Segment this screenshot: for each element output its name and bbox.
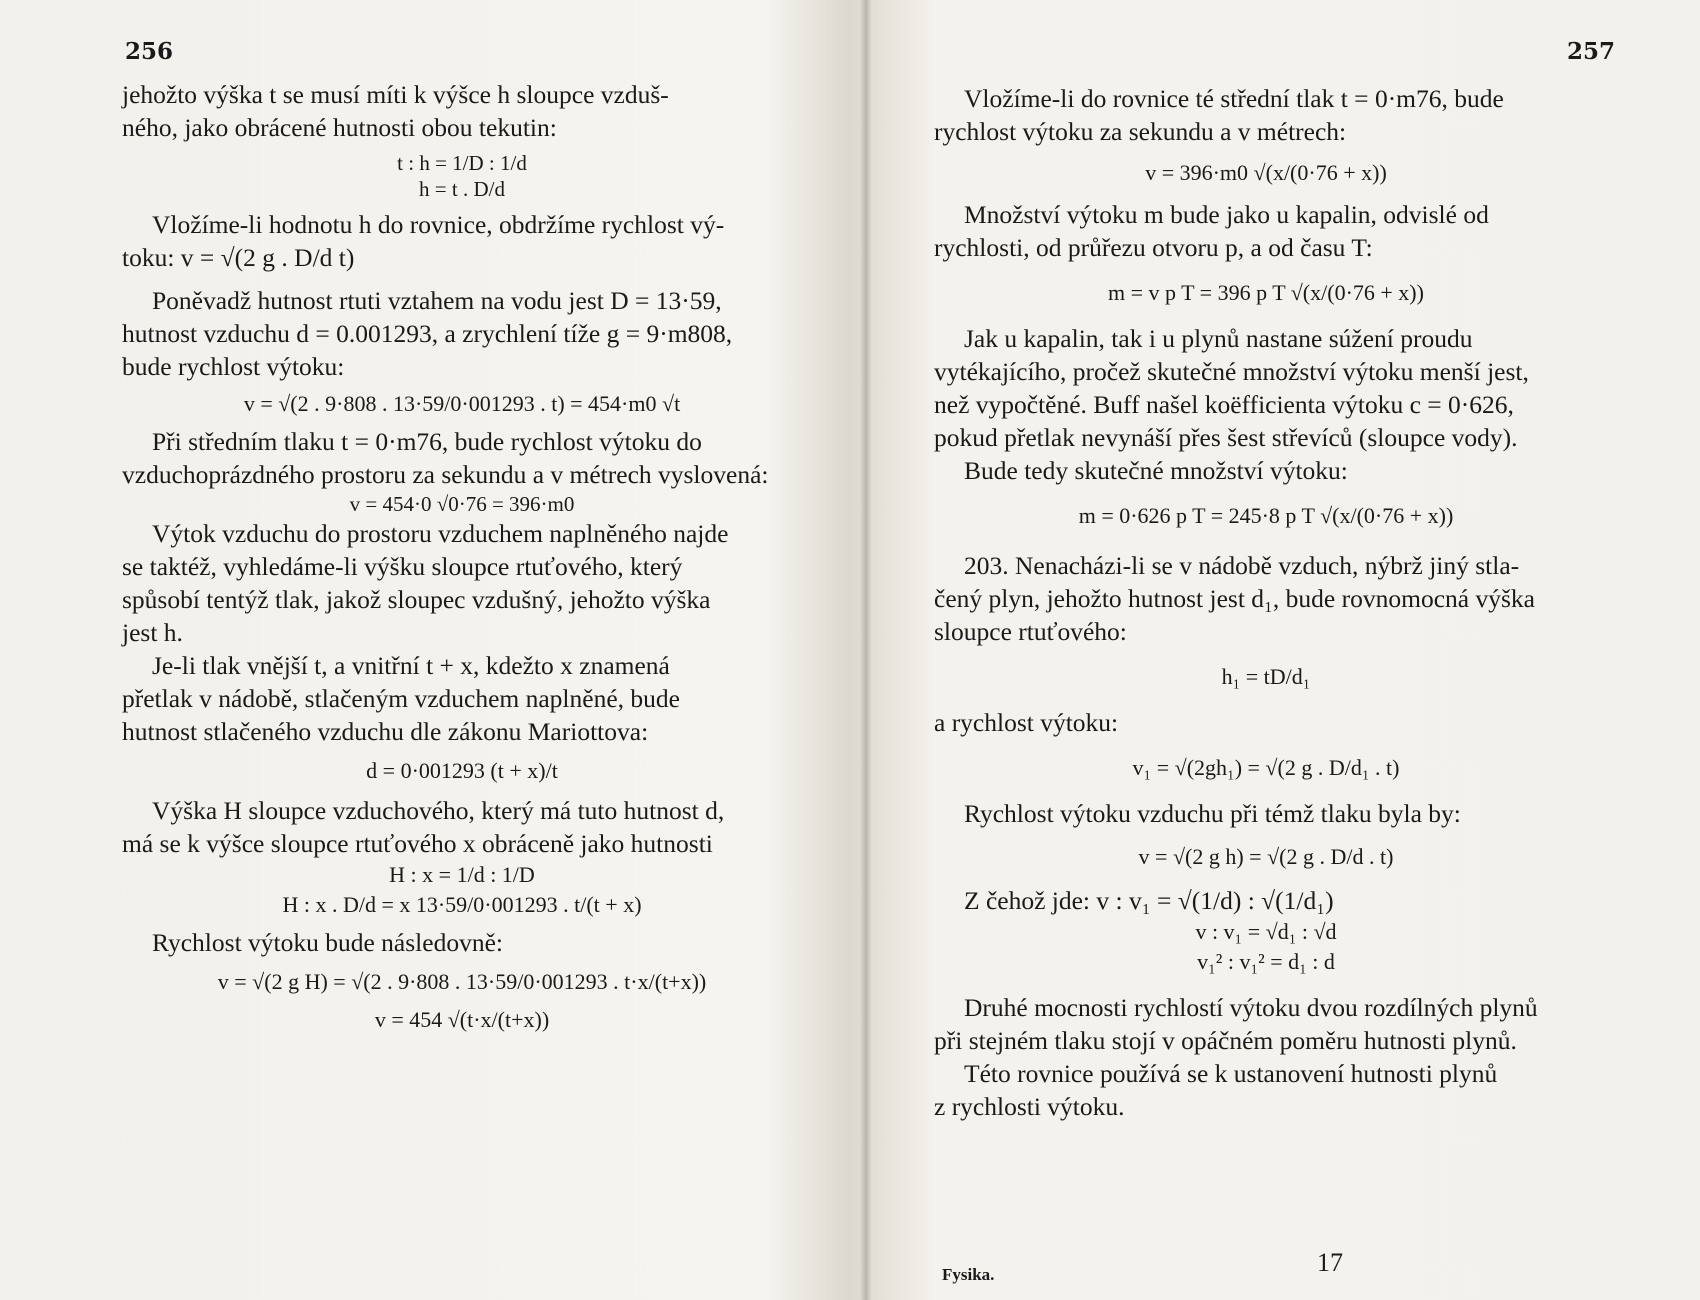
text-line: Vložíme-li hodnotu h do rovnice, obdržíme rychlost vý- (152, 210, 725, 239)
equation: v₁² : v₁² = d₁ : d (1197, 949, 1335, 974)
footer-signature: Fysika. (942, 1265, 995, 1284)
text-line: Rychlost výtoku bude následovně: (152, 928, 503, 957)
text-line: bude rychlost výtoku: (122, 352, 345, 381)
equation: v = 454·0 √0·76 = 396·m0 (349, 492, 575, 516)
left-page-number: 256 (125, 38, 174, 65)
text-line: hutnost vzduchu d = 0.001293, a zrychlení tíže g = 9·m808, (122, 319, 733, 348)
equation: H : x . D/d = x 13·59/0·001293 . t/(t + x) (282, 892, 642, 917)
right-page-number: 257 (1566, 38, 1615, 65)
book-gutter (860, 0, 872, 1300)
text-line: 203. Nenacházi-li se v nádobě vzduch, nýbrž jiný stla- (964, 551, 1520, 580)
text-line: a rychlost výtoku: (934, 708, 1119, 737)
right-page (872, 0, 1700, 1300)
equation: h₁ = tD/d₁ (1221, 664, 1311, 689)
text-line: z rychlosti výtoku. (934, 1092, 1125, 1121)
text-line: rychlosti, od průřezu otvoru p, a od času T: (934, 233, 1373, 262)
text-line: hutnost stlačeného vzduchu dle zákonu Mariottova: (122, 717, 649, 746)
equation: v = 454 √(t·x/(t+x)) (374, 1007, 550, 1032)
text-line: Při středním tlaku t = 0·m76, bude rychlost výtoku do (152, 427, 702, 456)
text-line: spůsobí tentýž tlak, jakož sloupec vzdušný, jehožto výška (122, 585, 711, 614)
equation: v₁ = √(2gh₁) = √(2 g . D/d₁ . t) (1132, 755, 1400, 780)
text-line: Výška H sloupce vzduchového, který má tuto hutnost d, (152, 796, 725, 825)
equation: v : v₁ = √d₁ : √d (1195, 919, 1337, 944)
equation: h = t . D/d (419, 177, 505, 201)
text-line: Druhé mocnosti rychlostí výtoku dvou rozdílných plynů (964, 993, 1538, 1022)
equation: m = v p T = 396 p T √(x/(0·76 + x)) (1108, 280, 1424, 305)
text-line: čený plyn, jehožto hutnost jest d₁, bude rovnomocná výška (934, 584, 1535, 613)
text-line: Je-li tlak vnější t, a vnitřní t + x, kdežto x znamená (152, 651, 670, 680)
equation: m = 0·626 p T = 245·8 p T √(x/(0·76 + x)) (1078, 503, 1454, 528)
equation: v = √(2 g h) = √(2 g . D/d . t) (1138, 844, 1394, 869)
text-line: má se k výšce sloupce rtuťového x obráceně jako hutnosti (122, 829, 713, 858)
equation: v = √(2 . 9·808 . 13·59/0·001293 . t) = 454·m0 √t (243, 391, 681, 416)
text-line: Výtok vzduchu do prostoru vzduchem naplněného najde (152, 519, 729, 548)
text-line: Jak u kapalin, tak i u plynů nastane súžení proudu (964, 324, 1473, 353)
text-line: jehožto výška t se musí míti k výšce h sloupce vzduš- (122, 80, 669, 109)
equation: v = √(2 g H) = √(2 . 9·808 . 13·59/0·001293 . t·x/(t+x)) (217, 969, 707, 994)
text-line: vytékajícího, pročež skutečné množství výtoku menší jest, (934, 357, 1529, 386)
text-line: rychlost výtoku za sekundu a v métrech: (934, 117, 1347, 146)
equation: t : h = 1/D : 1/d (397, 151, 527, 175)
text-line: ného, jako obrácené hutnosti obou tekutin: (122, 113, 557, 142)
text-line: Bude tedy skutečné množství výtoku: (964, 456, 1348, 485)
text-line: přetlak v nádobě, stlačeným vzduchem naplněné, bude (122, 684, 680, 713)
text-line: Z čehož jde: v : v₁ = √(1/d) : √(1/d₁) (964, 886, 1334, 915)
equation: H : x = 1/d : 1/D (389, 862, 535, 887)
left-page-text (122, 78, 802, 1035)
right-page-text (934, 82, 1598, 1123)
text-line: Množství výtoku m bude jako u kapalin, odvislé od (964, 200, 1489, 229)
equation: v = 396·m0 √(x/(0·76 + x)) (1145, 160, 1387, 185)
text-line: vzduchoprázdného prostoru za sekundu a v métrech vyslovená: (122, 460, 769, 489)
text-line: Rychlost výtoku vzduchu při témž tlaku byla by: (964, 799, 1461, 828)
text-line: Poněvadž hutnost rtuti vztahem na vodu jest D = 13·59, (152, 286, 722, 315)
equation: d = 0·001293 (t + x)/t (366, 758, 558, 783)
text-line: toku: v = √(2 g . D/d t) (122, 243, 355, 272)
text-line: při stejném tlaku stojí v opáčném poměru hutnosti plynů. (934, 1026, 1517, 1055)
text-line: se taktéž, vyhledáme-li výšku sloupce rtuťového, který (122, 552, 683, 581)
text-line: sloupce rtuťového: (934, 617, 1127, 646)
text-line: než vypočtěné. Buff našel koëfficienta výtoku c = 0·626, (934, 390, 1514, 419)
text-line: pokud přetlak nevynáší přes šest střevíců (sloupce vody). (934, 423, 1518, 452)
text-line: Této rovnice používá se k ustanovení hutnosti plynů (964, 1059, 1498, 1088)
text-line: Vložíme-li do rovnice té střední tlak t = 0·m76, bude (964, 84, 1504, 113)
footer-number: 17 (1317, 1248, 1343, 1277)
text-line: jest h. (122, 618, 183, 647)
